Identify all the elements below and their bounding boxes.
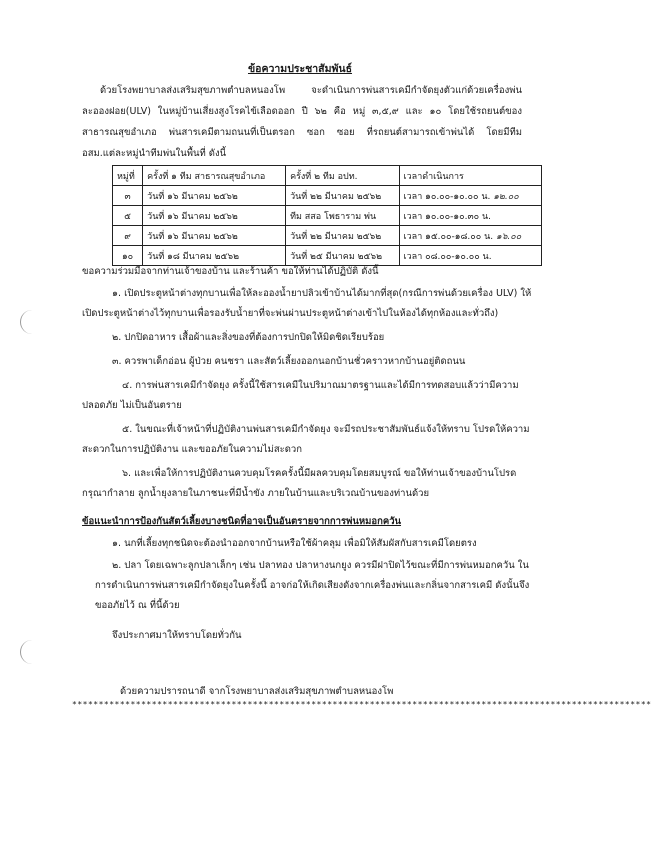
header-round-1: ครั้งที่ ๑ ทีม สาธารณสุขอำเภอ xyxy=(143,166,286,186)
advice-heading: ข้อแนะนำการป้องกันสัตว์เลี้ยงบางชนิดที่อาจเป็นอันตรายจากการพ่นหมอกควัน xyxy=(82,516,402,527)
punch-hole-mark xyxy=(20,640,33,664)
list-item: ๕. ในขณะที่เจ้าหน้าที่ปฏิบัติงานพ่นสารเคมีกำจัดยุง จะมีรถประชาสัมพันธ์แจ้งให้ทราบ โปรดให้ความสะดวกในการปฏิบัติงาน และขออภัยในความไม่สะดวก xyxy=(82,424,530,455)
cell-village: ๓ xyxy=(113,186,143,206)
table-row xyxy=(113,186,542,206)
header-round-2: ครั้งที่ ๒ ทีม อปท. xyxy=(286,166,399,186)
closing-text: จึงประกาศมาให้ทราบโดยทั่วกัน xyxy=(112,630,242,641)
list-item: ๒. ปกปิดอาหาร เสื้อผ้าและสิ่งของที่ต้องการปกปิดให้มิดชิดเรียบร้อย xyxy=(112,332,385,343)
cell-round-1: วันที่ ๑๖ มีนาคม ๒๕๖๒ xyxy=(143,206,286,226)
punch-hole-mark xyxy=(20,310,33,334)
header-time: เวลาดำเนินการ xyxy=(399,166,541,186)
signature-line: ด้วยความปรารถนาดี จากโรงพยาบาลส่งเสริมสุขภาพตำบลหนองโพ xyxy=(120,686,394,697)
separator-line: ************************************************************************************************************* xyxy=(72,700,652,709)
list-item: ๑. เปิดประตูหน้าต่างทุกบานเพื่อให้ละอองน้ำยาปลิวเข้าบ้านได้มากที่สุด(กรณีการพ่นด้วยเครื่อง ULV) ให้เปิดประตูหน้าต่างไว้ทุกบานเพื่อรองรับน้ำยาที่จะพ่นผ่านประตูหน้าต่างเข้าไปในห้องได้ทุกห้องและทั่วถึง) xyxy=(82,288,532,319)
header-village: หมู่ที่ xyxy=(113,166,143,186)
cell-time xyxy=(399,226,541,246)
list-item: ๖. และเพื่อให้การปฏิบัติงานควบคุมโรคครั้งนี้มีผลควบคุมโดยสมบูรณ์ ขอให้ท่านเจ้าของบ้านโปรดกรุณากำลาย ลูกน้ำยุงลายในภาชนะที่มีน้ำขัง ภายในบ้านและบริเวณบ้านของท่านด้วย xyxy=(82,468,517,499)
cell-village: ๕ xyxy=(113,206,143,226)
cell-time: เวลา ๐๘.๐๐-๑๐.๐๐ น. xyxy=(399,246,541,266)
list-item: ๔. การพ่นสารเคมีกำจัดยุง ครั้งนี้ใช้สารเคมีในปริมาณมาตรฐานและได้มีการทดสอบแล้วว่ามีความปลอดภัย ไม่เป็นอันตราย xyxy=(82,380,519,411)
table-row xyxy=(113,226,542,246)
cell-time: เวลา ๑๐.๐๐-๑๐.๓๐ น. xyxy=(399,206,541,226)
cell-round-1: วันที่ ๑๖ มีนาคม ๒๕๖๒ xyxy=(143,226,286,246)
cell-round-2: ทีม สสอ โพธาราม พ่น xyxy=(286,206,399,226)
cell-village: ๙ xyxy=(113,226,143,246)
request-intro: ขอความร่วมมือจากท่านเจ้าของบ้าน และร้านค้า ขอให้ท่านได้ปฏิบัติ ดังนี้ xyxy=(82,266,379,277)
advice-item: ๑. นกที่เลี้ยงทุกชนิดจะต้องนำออกจากบ้านหรือใช้ผ้าคลุม เพื่อมิให้สัมผัสกับสารเคมีโดยตรง xyxy=(112,538,477,549)
table-header-row xyxy=(113,166,542,186)
time-text: เวลา ๑๐.๐๐-๑๐.๐๐ น. xyxy=(403,191,491,202)
list-item: ๓. ควรพาเด็กอ่อน ผู้ป่วย คนชรา และสัตว์เลี้ยงออกนอกบ้านชั่วคราวหากบ้านอยู่ติดถนน xyxy=(112,356,466,367)
handwritten-note: ๑๒.๐๐ xyxy=(493,191,519,202)
cell-round-1: วันที่ ๑๘ มีนาคม ๒๕๖๒ xyxy=(143,246,286,266)
cell-round-1: วันที่ ๑๖ มีนาคม ๒๕๖๒ xyxy=(143,186,286,206)
time-text: เวลา ๑๕.๐๐-๑๘.๐๐ น. xyxy=(403,231,494,242)
intro-paragraph: ด้วยโรงพยาบาลส่งเสริมสุขภาพตำบลหนองโพ จะดำเนินการพ่นสารเคมีกำจัดยุงตัวแก่ด้วยเครื่องพ่นละอองฝอย(ULV) ในหมู่บ้านเสี่ยงสูงโรคไข้เลือดออก ปี ๖๒ คือ หมู่ ๓,๕,๙ และ ๑๐ โดยใช้รถยนต์ของสาธารณสุขอำเภอ พ่นสารเคมีตามถนนที่เป็นตรอก ซอก ซอย ที่รถยนต์สามารถเข้าพ่นได้ โดยมีทีม อสม.แต่ละหมู่นำทีมพ่นในพื้นที่ ดังนี้ xyxy=(82,85,522,159)
cell-round-2: วันที่ ๒๒ มีนาคม ๒๕๖๒ xyxy=(286,226,399,246)
cell-village: ๑๐ xyxy=(113,246,143,266)
advice-item: ๒. ปลา โดยเฉพาะลูกปลาเล็กๆ เช่น ปลาทอง ปลาหางนกยูง ควรมีฝาปิดไว้ขณะที่มีการพ่นหมอกควัน ในการดำเนินการพ่นสารเคมีกำจัดยุงในครั้งนี้ อาจก่อให้เกิดเสียงดังจากเครื่องพ่นและกลิ่นจากสารเคมี ดังนั้นจึงขออภัยไว้ ณ ที่นี้ด้วย xyxy=(95,560,530,611)
handwritten-note: ๑๖.๐๐ xyxy=(495,231,522,242)
cell-time xyxy=(399,186,541,206)
cell-round-2: วันที่ ๒๕ มีนาคม ๒๕๖๒ xyxy=(286,246,399,266)
table-row xyxy=(113,206,542,226)
schedule-table xyxy=(112,165,542,266)
cell-round-2: วันที่ ๒๒ มีนาคม ๒๕๖๒ xyxy=(286,186,399,206)
document-title: ข้อความประชาสัมพันธ์ xyxy=(247,63,353,75)
